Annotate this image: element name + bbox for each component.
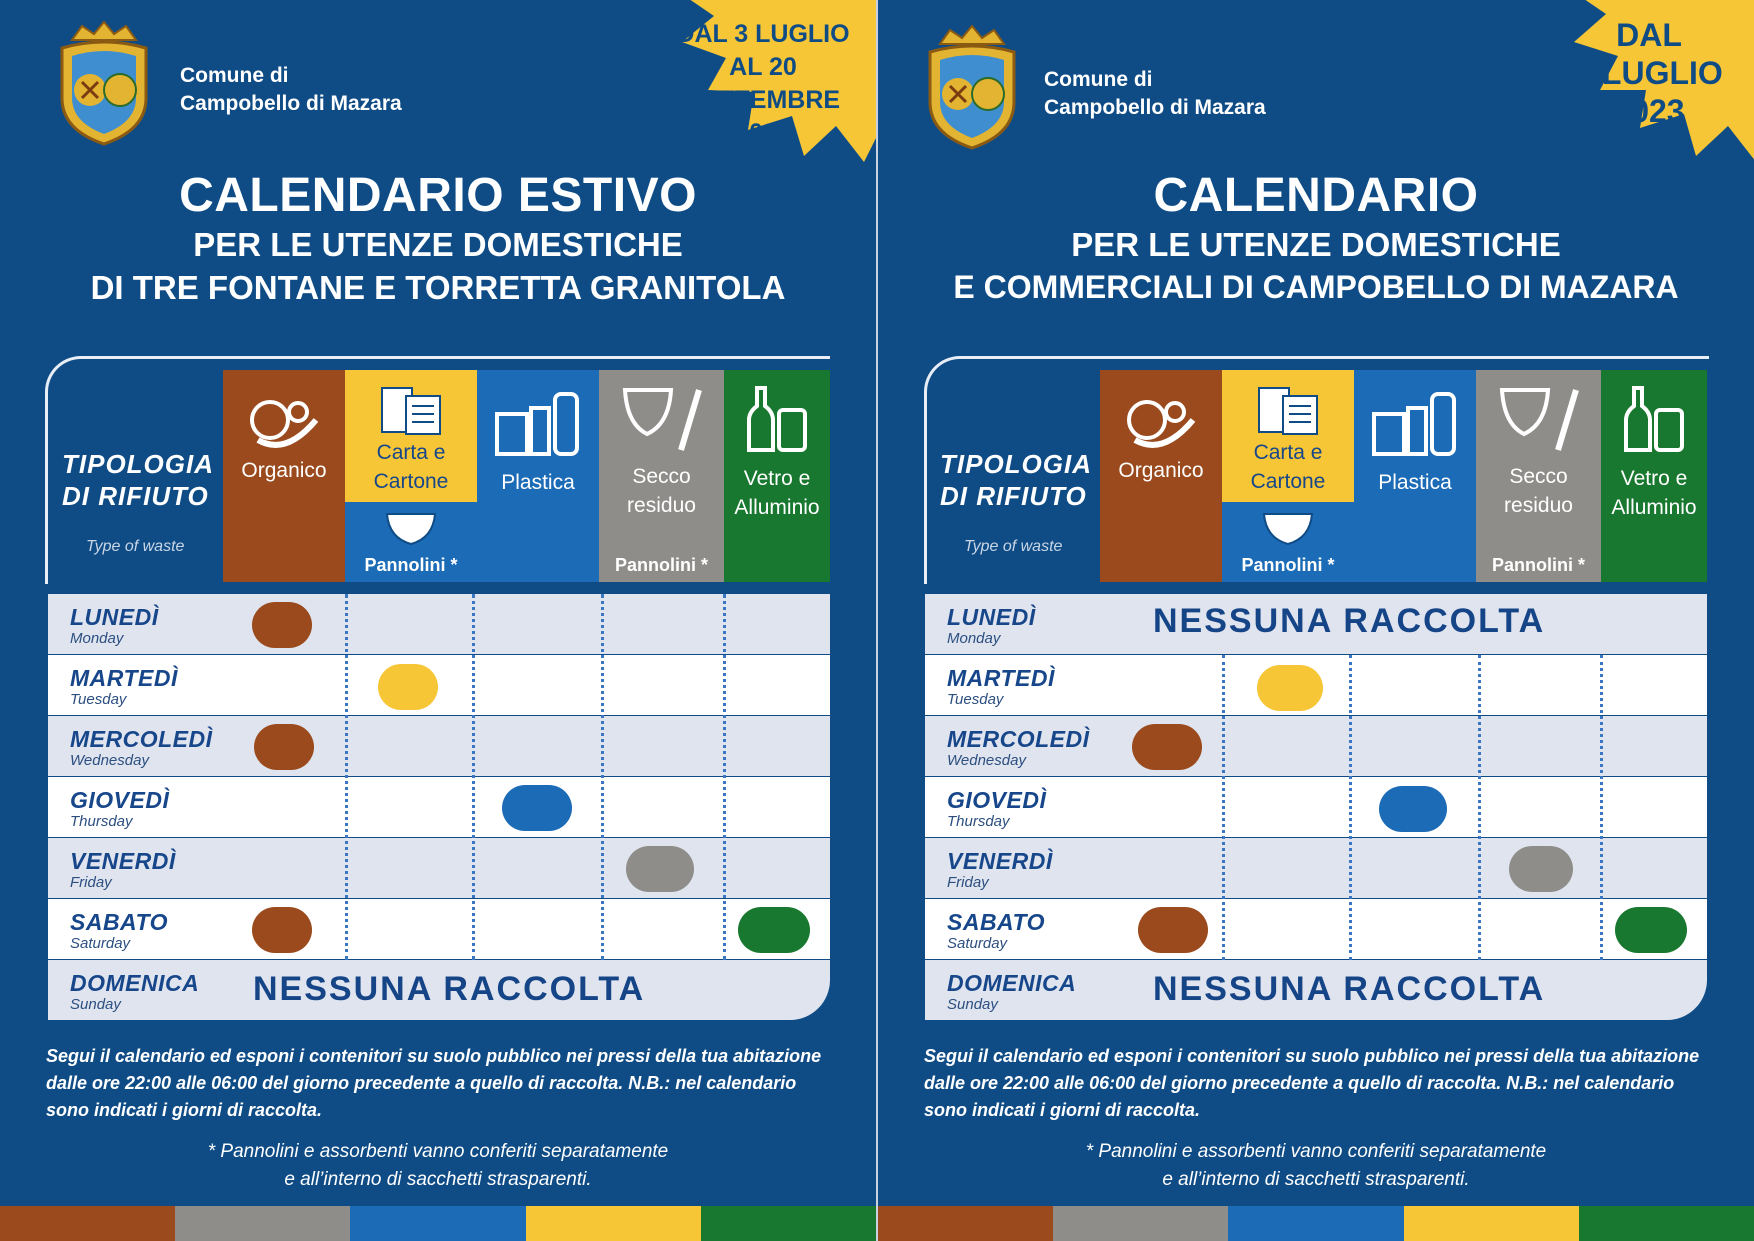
column-plastica — [477, 370, 599, 582]
municipal-crest-icon — [920, 22, 1024, 152]
day-en: Friday — [947, 874, 989, 891]
strip-carta — [1404, 1206, 1579, 1241]
table-row-thursday — [48, 777, 830, 837]
collection-marker-organico-monday — [252, 602, 312, 648]
day-en: Monday — [947, 630, 1001, 647]
poster-estivo — [0, 0, 876, 1241]
collection-marker-organico-wednesday — [254, 724, 314, 770]
day-en: Sunday — [70, 996, 121, 1013]
day-it: MARTEDÌ — [70, 665, 178, 691]
comune-line-1: Comune di — [180, 64, 289, 87]
badge-line-1: DAL — [1616, 17, 1682, 53]
carta-line-1: Carta e — [1253, 441, 1323, 464]
no-collection-monday: NESSUNA RACCOLTA — [1153, 602, 1546, 640]
strip-secco — [1053, 1206, 1228, 1241]
carta-pannolini-section — [1222, 502, 1354, 582]
column-divider — [723, 594, 726, 960]
collection-marker-vetro-saturday — [1615, 907, 1687, 953]
collection-marker-carta-tuesday — [378, 664, 438, 710]
column-vetro — [724, 370, 830, 582]
day-it: GIOVEDÌ — [70, 787, 170, 813]
carta-line-2: Cartone — [373, 470, 449, 493]
strip-vetro — [1579, 1206, 1754, 1241]
pannolini-note — [878, 1138, 1754, 1194]
collection-marker-organico-saturday — [1138, 907, 1208, 953]
table-row-sunday — [925, 960, 1707, 1020]
day-en: Tuesday — [947, 691, 1004, 708]
column-label-secco — [599, 462, 724, 520]
column-secco — [1476, 370, 1601, 582]
vetro-line-2: Alluminio — [734, 496, 820, 519]
plastic-bottles-icon — [493, 384, 583, 458]
column-carta — [1222, 370, 1354, 582]
poster-standard — [878, 0, 1754, 1241]
tipologia-label — [940, 448, 1092, 512]
secco-pannolini-label: Pannolini * — [1491, 555, 1585, 575]
vetro-line-1: Vetro e — [743, 467, 811, 490]
column-label-secco — [1476, 462, 1601, 520]
column-label-vetro — [724, 464, 830, 522]
collection-marker-organico-wednesday — [1132, 724, 1202, 770]
residual-waste-icon — [1496, 384, 1582, 454]
note-line-2: e all’interno di sacchetti strasparenti. — [284, 1169, 592, 1190]
pannolini-note — [0, 1138, 876, 1194]
color-strip — [0, 1206, 876, 1241]
day-it: LUNEDÌ — [70, 604, 159, 630]
diaper-icon — [1260, 508, 1316, 548]
day-it: MERCOLEDÌ — [70, 726, 213, 752]
column-label-carta — [345, 438, 477, 496]
plastic-bottles-icon — [1370, 384, 1460, 458]
vetro-line-2: Alluminio — [1611, 496, 1697, 519]
badge-line-2: AL 20 SETTEMBRE — [685, 53, 841, 114]
paper-box-icon — [376, 378, 446, 438]
table-row-friday — [925, 838, 1707, 898]
day-it: SABATO — [947, 909, 1045, 935]
page-subtitle-2: E COMMERCIALI DI CAMPOBELLO DI MAZARA — [953, 269, 1679, 305]
column-label-organico: Organico — [241, 459, 327, 482]
secco-line-1: Secco — [632, 465, 691, 488]
day-en: Thursday — [70, 813, 133, 830]
type-of-waste-label: Type of waste — [964, 538, 1063, 555]
tipologia-line-2: DI RIFIUTO — [62, 481, 209, 511]
strip-plastica — [350, 1206, 525, 1241]
column-plastica — [1354, 370, 1476, 582]
fruit-icon — [1123, 390, 1199, 454]
no-collection-sunday: NESSUNA RACCOLTA — [1153, 970, 1546, 1008]
day-it: MERCOLEDÌ — [947, 726, 1090, 752]
page-title: CALENDARIO — [1153, 169, 1479, 222]
comune-name — [1044, 66, 1266, 122]
carta-pannolini-label: Pannolini * — [1241, 555, 1335, 575]
collection-marker-secco-friday — [626, 846, 694, 892]
secco-line-2: residuo — [1504, 494, 1573, 517]
comune-line-2: Campobello di Mazara — [180, 92, 402, 115]
badge-line-2: 3 LUGLIO — [1575, 55, 1723, 91]
day-en: Saturday — [70, 935, 131, 952]
table-row-sunday — [48, 960, 830, 1020]
diaper-icon — [383, 508, 439, 548]
column-label-organico: Organico — [1118, 459, 1204, 482]
validity-badge — [1544, 16, 1754, 130]
day-it: VENERDÌ — [70, 848, 176, 874]
paper-box-icon — [1253, 378, 1323, 438]
day-it: VENERDÌ — [947, 848, 1053, 874]
column-divider — [1349, 655, 1352, 960]
no-collection-sunday: NESSUNA RACCOLTA — [253, 970, 646, 1008]
page-subtitle-2: DI TRE FONTANE E TORRETTA GRANITOLA — [90, 269, 786, 306]
carta-line-1: Carta e — [376, 441, 446, 464]
column-secco — [599, 370, 724, 582]
note-line-1: * Pannolini e assorbenti vanno conferiti separatamente — [1085, 1141, 1547, 1162]
carta-pannolini-label: Pannolini * — [364, 555, 458, 575]
day-en: Sunday — [947, 996, 998, 1013]
day-en: Saturday — [947, 935, 1008, 952]
day-it: LUNEDÌ — [947, 604, 1036, 630]
column-divider — [601, 594, 604, 960]
collection-marker-plastica-thursday — [1379, 786, 1447, 832]
day-it: DOMENICA — [947, 970, 1077, 996]
column-divider — [472, 594, 475, 960]
strip-carta — [526, 1206, 701, 1241]
column-organico — [1100, 370, 1222, 582]
strip-secco — [175, 1206, 350, 1241]
instructions-text: Segui il calendario ed esponi i contenitori su suolo pubblico nei pressi della tua abitazione dalle ore 22:00 alle 06:00 del giorno precedente a quello di raccolta. N.B.: nel calendario sono indicati i giorni di raccolta. — [924, 1046, 1700, 1120]
table-row-monday — [48, 594, 830, 654]
collection-marker-organico-saturday — [252, 907, 312, 953]
comune-line-2: Campobello di Mazara — [1044, 96, 1266, 119]
tipologia-label — [62, 448, 214, 512]
carta-pannolini-section — [345, 502, 477, 582]
day-it: DOMENICA — [70, 970, 200, 996]
type-of-waste-label: Type of waste — [86, 538, 185, 555]
secco-line-2: residuo — [627, 494, 696, 517]
day-en: Monday — [70, 630, 124, 647]
collection-marker-vetro-saturday — [738, 907, 810, 953]
table-row-friday — [48, 838, 830, 898]
table-row-monday — [925, 594, 1707, 654]
column-divider — [1222, 655, 1225, 960]
secco-pannolini-label: Pannolini * — [614, 555, 708, 575]
badge-line-3: 2023 — [735, 119, 791, 147]
day-it: SABATO — [70, 909, 168, 935]
page-subtitle-1: PER LE UTENZE DOMESTICHE — [1071, 226, 1561, 263]
glass-bottle-can-icon — [745, 384, 809, 454]
municipal-crest-icon — [52, 18, 156, 148]
collection-marker-carta-tuesday — [1257, 665, 1323, 711]
column-divider — [1600, 655, 1603, 960]
residual-waste-icon — [619, 384, 705, 454]
strip-plastica — [1228, 1206, 1403, 1241]
instructions-text: Segui il calendario ed esponi i contenitori su suolo pubblico nei pressi della tua abitazione dalle ore 22:00 alle 06:00 del giorno precedente a quello di raccolta. N.B.: nel calendario sono indicati i giorni di raccolta. — [46, 1046, 822, 1120]
column-divider — [1478, 655, 1481, 960]
schedule-table — [925, 594, 1707, 1020]
day-en: Friday — [70, 874, 112, 891]
strip-organico — [0, 1206, 175, 1241]
badge-line-1: DAL 3 LUGLIO — [676, 20, 850, 48]
table-row-saturday — [925, 899, 1707, 959]
day-en: Wednesday — [70, 752, 149, 769]
note-line-1: * Pannolini e assorbenti vanno conferiti separatamente — [207, 1141, 669, 1162]
badge-line-3: 2023 — [1613, 93, 1685, 129]
day-en: Wednesday — [947, 752, 1026, 769]
comune-line-1: Comune di — [1044, 68, 1153, 91]
tipologia-line-2: DI RIFIUTO — [940, 481, 1087, 511]
note-line-2: e all’interno di sacchetti strasparenti. — [1162, 1169, 1470, 1190]
carta-line-2: Cartone — [1250, 470, 1326, 493]
page-subtitle-1: PER LE UTENZE DOMESTICHE — [193, 226, 683, 263]
strip-vetro — [701, 1206, 876, 1241]
comune-name — [180, 62, 402, 118]
vetro-line-1: Vetro e — [1620, 467, 1688, 490]
day-en: Tuesday — [70, 691, 127, 708]
secco-line-1: Secco — [1509, 465, 1568, 488]
validity-badge — [658, 18, 868, 150]
strip-organico — [878, 1206, 1053, 1241]
color-strip — [878, 1206, 1754, 1241]
column-label-carta — [1222, 438, 1354, 496]
column-label-vetro — [1601, 464, 1707, 522]
table-row-saturday — [48, 899, 830, 959]
day-it: GIOVEDÌ — [947, 787, 1047, 813]
table-row-wednesday — [925, 716, 1707, 776]
column-divider — [345, 594, 348, 960]
table-row-wednesday — [48, 716, 830, 776]
day-it: MARTEDÌ — [947, 665, 1055, 691]
fruit-icon — [246, 390, 322, 454]
collection-marker-secco-friday — [1509, 846, 1573, 892]
column-carta — [345, 370, 477, 582]
column-organico — [223, 370, 345, 582]
tipologia-line-1: TIPOLOGIA — [940, 449, 1092, 479]
column-label-plastica: Plastica — [501, 471, 575, 494]
table-row-tuesday — [48, 655, 830, 715]
schedule-table — [48, 594, 830, 1020]
tipologia-line-1: TIPOLOGIA — [62, 449, 214, 479]
page-title: CALENDARIO ESTIVO — [179, 169, 697, 222]
column-label-plastica: Plastica — [1378, 471, 1452, 494]
day-en: Thursday — [947, 813, 1010, 830]
glass-bottle-can-icon — [1622, 384, 1686, 454]
collection-marker-plastica-thursday — [502, 785, 572, 831]
table-row-thursday — [925, 777, 1707, 837]
column-vetro — [1601, 370, 1707, 582]
